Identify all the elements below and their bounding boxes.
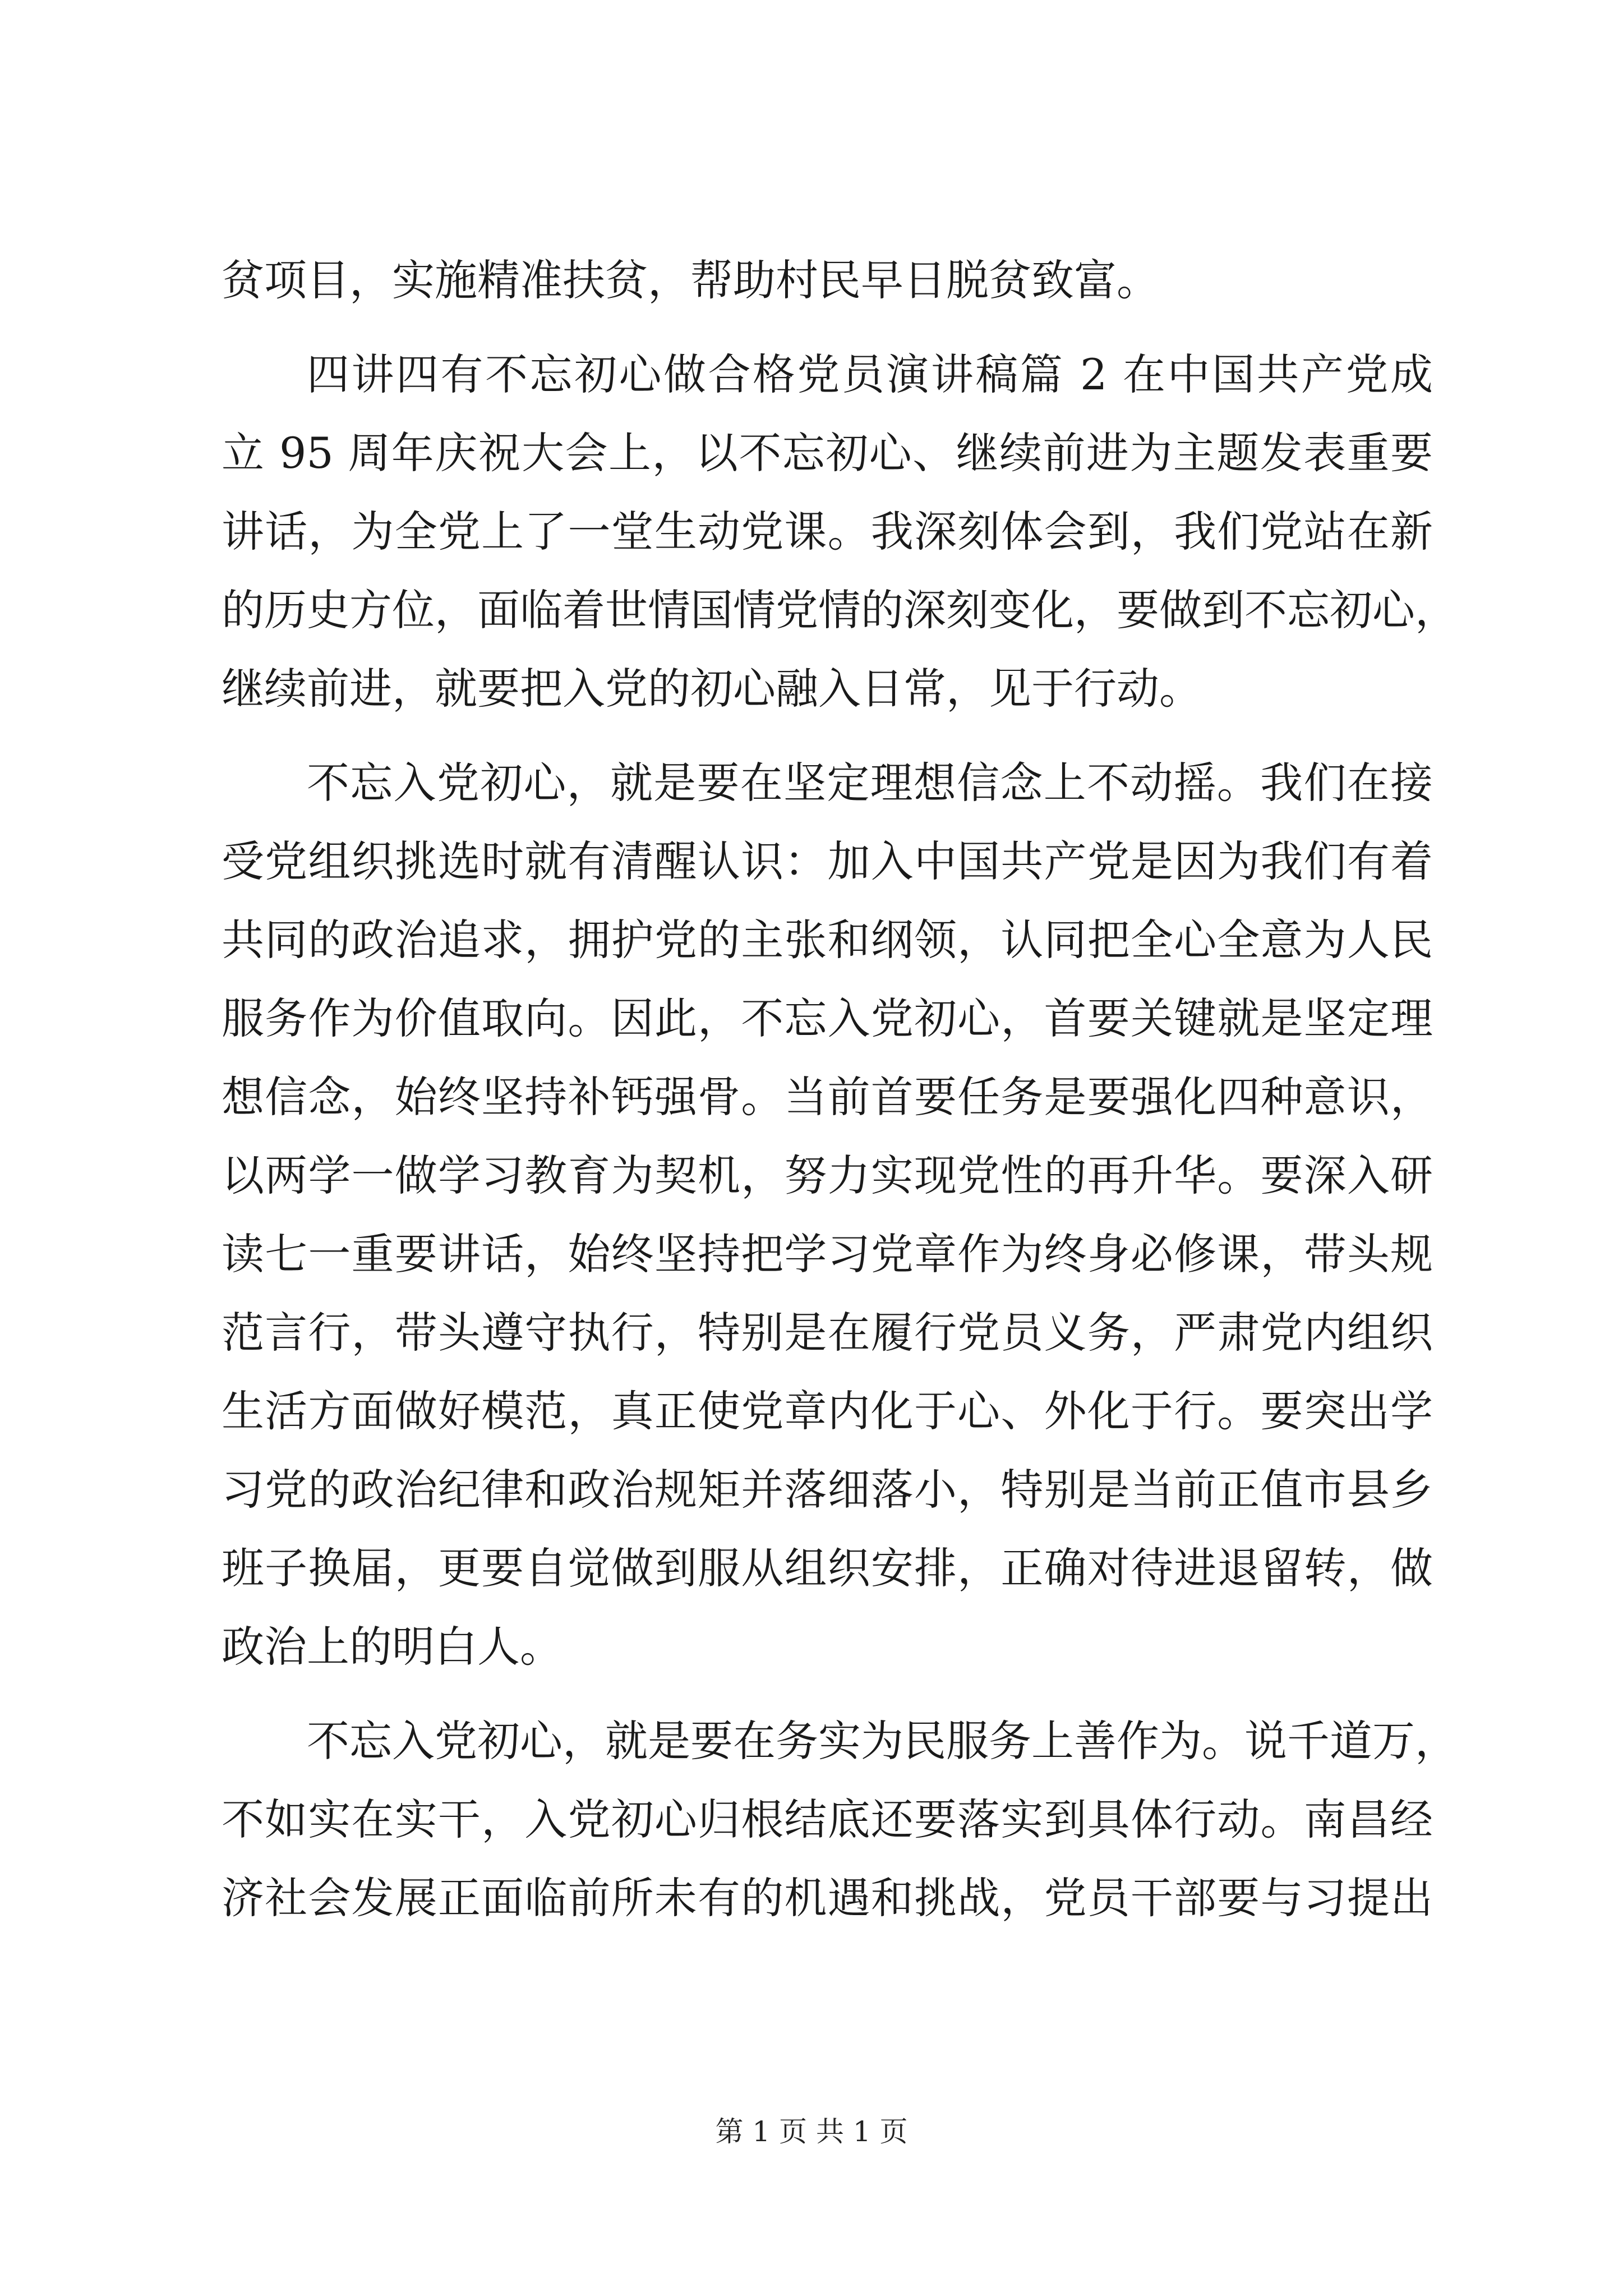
text-line: 生活方面做好模范，真正使党章内化于心、外化于行。要突出学 [222, 1386, 1433, 1436]
paragraph-3 [222, 744, 1433, 1686]
text-line: 班子换届，更要自觉做到服从组织安排，正确对待进退留转，做 [222, 1543, 1433, 1593]
paragraph-1 [222, 241, 1433, 320]
text-line: 济社会发展正面临前所未有的机遇和挑战，党员干部要与习提出 [222, 1873, 1433, 1923]
text-line: 习党的政治纪律和政治规矩并落细落小，特别是当前正值市县乡 [222, 1465, 1433, 1515]
text-line: 不如实在实干，入党初心归根结底还要落实到具体行动。南昌经 [222, 1795, 1433, 1844]
page-footer [0, 2115, 1623, 2148]
text-line: 政治上的明白人。 [222, 1622, 562, 1672]
text-line: 读七一重要讲话，始终坚持把学习党章作为终身必修课，带头规 [222, 1229, 1433, 1279]
text-line: 四讲四有不忘初心做合格党员演讲稿篇 2 在中国共产党成 [307, 349, 1433, 399]
text-line: 想信念，始终坚持补钙强骨。当前首要任务是要强化四种意识， [222, 1072, 1433, 1122]
text-line: 以两学一做学习教育为契机，努力实现党性的再升华。要深入研 [222, 1151, 1433, 1200]
text-line: 不忘入党初心，就是要在坚定理想信念上不动摇。我们在接 [307, 758, 1433, 808]
text-line: 范言行，带头遵守执行，特别是在履行党员义务，严肃党内组织 [222, 1308, 1433, 1358]
text-line: 服务作为价值取向。因此，不忘入党初心，首要关键就是坚定理 [222, 993, 1433, 1043]
text-line: 讲话，为全党上了一堂生动党课。我深刻体会到，我们党站在新 [222, 507, 1433, 556]
text-line: 不忘入党初心，就是要在务实为民服务上善作为。说千道万， [307, 1716, 1458, 1766]
text-line: 的历史方位，面临着世情国情党情的深刻变化，要做到不忘初心， [222, 585, 1458, 635]
text-line: 贫项目，实施精准扶贫，帮助村民早日脱贫致富。 [222, 255, 1159, 305]
paragraph-2 [222, 335, 1458, 728]
document-body [222, 241, 1458, 1938]
page-number-label: 第 1 页 共 1 页 [715, 2115, 908, 2148]
text-line: 受党组织挑选时就有清醒认识：加入中国共产党是因为我们有着 [222, 836, 1433, 886]
text-line: 共同的政治追求，拥护党的主张和纲领，认同把全心全意为人民 [222, 915, 1433, 965]
text-line: 立 95 周年庆祝大会上，以不忘初心、继续前进为主题发表重要 [222, 428, 1433, 478]
paragraph-4 [222, 1702, 1458, 1938]
text-line: 继续前进，就要把入党的初心融入日常，见于行动。 [222, 664, 1202, 714]
